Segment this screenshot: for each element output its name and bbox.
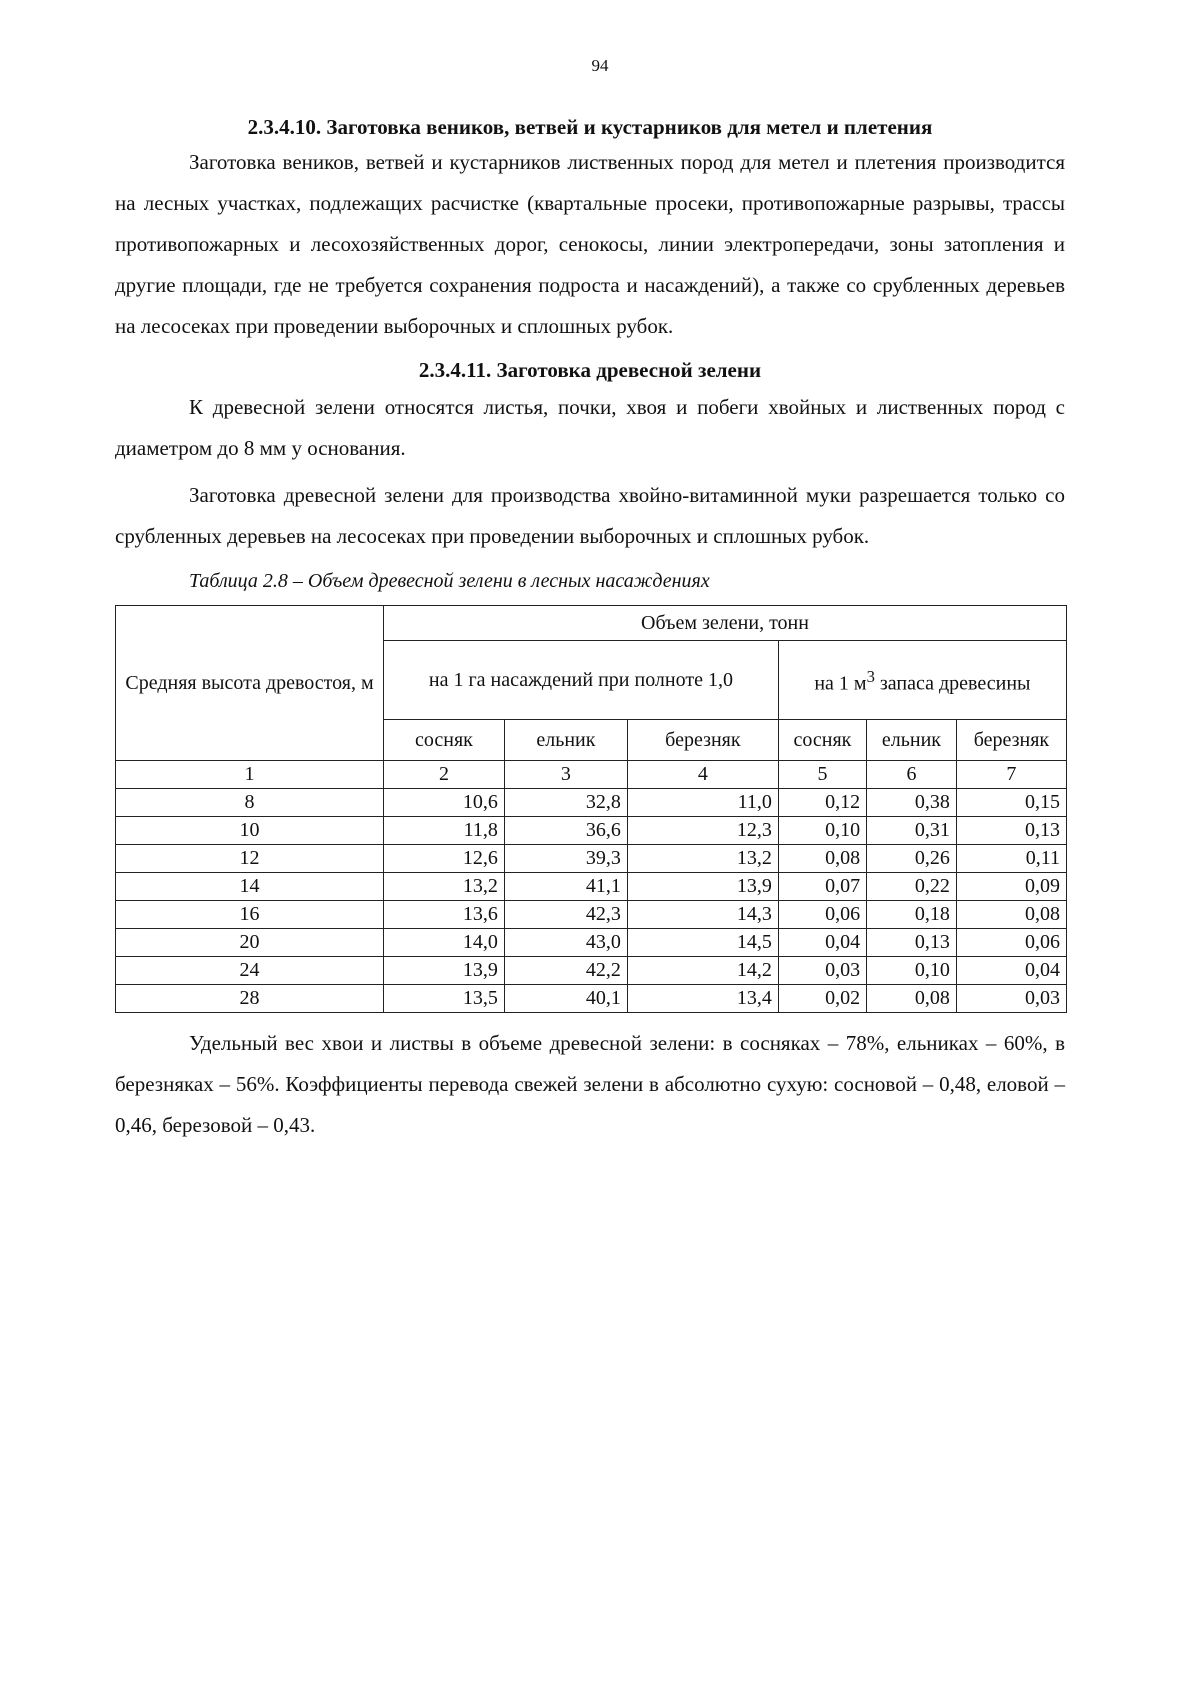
section1-paragraph: Заготовка веников, ветвей и кустарников лиственных пород для метел и плетения производится на лесных участках, подлежащих расчистке (квартальные просеки, противопожарные разрывы, трассы противопожарных и лесохозяйственных дорог, сенокосы, линии электропередачи, зоны затопления и другие площади, где не требуется сохранения подроста и насаждений), а также со срубленных деревьев на лесосеках при проведении выборочных и сплошных рубок. bbox=[115, 150, 1065, 338]
table-cell: 0,22 bbox=[867, 873, 957, 901]
table-cell: 10 bbox=[116, 817, 384, 845]
table-cell: 14,2 bbox=[627, 957, 778, 985]
table-cell: 8 bbox=[116, 789, 384, 817]
table-cell: 32,8 bbox=[504, 789, 627, 817]
table-cell: 12,3 bbox=[627, 817, 778, 845]
table-cell: 0,03 bbox=[956, 985, 1066, 1013]
table-cell: 0,08 bbox=[778, 845, 866, 873]
header-per-ha: на 1 га насаждений при полноте 1,0 bbox=[384, 641, 779, 720]
table-cell: 10,6 bbox=[384, 789, 505, 817]
page-number: 94 bbox=[591, 56, 609, 75]
table-cell: 0,02 bbox=[778, 985, 866, 1013]
table-row bbox=[116, 789, 1067, 817]
table-row bbox=[116, 873, 1067, 901]
table-cell: 0,13 bbox=[867, 929, 957, 957]
table-cell: 13,9 bbox=[384, 957, 505, 985]
table-cell: 0,06 bbox=[956, 929, 1066, 957]
table-cell: 14,3 bbox=[627, 901, 778, 929]
table-cell: 14,5 bbox=[627, 929, 778, 957]
table-cell: 0,09 bbox=[956, 873, 1066, 901]
table-cell: 24 bbox=[116, 957, 384, 985]
table-cell: 14 bbox=[116, 873, 384, 901]
table-cell: 12,6 bbox=[384, 845, 505, 873]
table-cell: 11,8 bbox=[384, 817, 505, 845]
table-cell: 39,3 bbox=[504, 845, 627, 873]
table-cell: 13,6 bbox=[384, 901, 505, 929]
table-cell: 16 bbox=[116, 901, 384, 929]
table-cell: 43,0 bbox=[504, 929, 627, 957]
table-caption: Таблица 2.8 – Объем древесной зелени в лесных насаждениях bbox=[189, 570, 710, 592]
table-row bbox=[116, 901, 1067, 929]
table-cell: 0,11 bbox=[956, 845, 1066, 873]
subheader-birch-ha: березняк bbox=[627, 720, 778, 761]
header-per-m3 bbox=[778, 641, 1066, 720]
column-number: 2 bbox=[384, 761, 505, 789]
table-cell: 0,04 bbox=[956, 957, 1066, 985]
column-number: 6 bbox=[867, 761, 957, 789]
column-number: 7 bbox=[956, 761, 1066, 789]
section2-paragraph-1: К древесной зелени относятся листья, почки, хвоя и побеги хвойных и лиственных пород с диаметром до 8 мм у основания. bbox=[115, 395, 1065, 460]
table-cell: 13,2 bbox=[627, 845, 778, 873]
table-cell: 0,31 bbox=[867, 817, 957, 845]
table-cell: 0,10 bbox=[778, 817, 866, 845]
table-cell: 0,03 bbox=[778, 957, 866, 985]
table-cell: 42,3 bbox=[504, 901, 627, 929]
table-cell: 13,2 bbox=[384, 873, 505, 901]
table-cell: 0,08 bbox=[956, 901, 1066, 929]
table-cell: 0,38 bbox=[867, 789, 957, 817]
greenery-volume-table bbox=[115, 605, 1067, 1013]
header-avg-height: Средняя высота древостоя, м bbox=[116, 606, 384, 761]
table-cell: 0,10 bbox=[867, 957, 957, 985]
table-cell: 0,08 bbox=[867, 985, 957, 1013]
table-cell: 0,06 bbox=[778, 901, 866, 929]
table-row bbox=[116, 957, 1067, 985]
table-cell: 0,15 bbox=[956, 789, 1066, 817]
document-body bbox=[115, 112, 1065, 1146]
subheader-birch-m3: березняк bbox=[956, 720, 1066, 761]
subheader-pine-m3: сосняк bbox=[778, 720, 866, 761]
closing-paragraph: Удельный вес хвои и листвы в объеме древесной зелени: в сосняках – 78%, ельниках – 60%, в березняках – 56%. Коэффициенты перевода свежей зелени в абсолютно сухую: сосновой – 0,48, еловой – 0,46, березовой – 0,43. bbox=[115, 1031, 1065, 1137]
header-per-m3-suffix: запаса древесины bbox=[874, 672, 1031, 695]
table-cell: 0,26 bbox=[867, 845, 957, 873]
table-cell: 28 bbox=[116, 985, 384, 1013]
subheader-pine-ha: сосняк bbox=[384, 720, 505, 761]
table-row bbox=[116, 845, 1067, 873]
table-cell: 0,07 bbox=[778, 873, 866, 901]
column-number-row bbox=[116, 761, 1067, 789]
column-number: 4 bbox=[627, 761, 778, 789]
table-row bbox=[116, 985, 1067, 1013]
table-cell: 0,12 bbox=[778, 789, 866, 817]
subheader-spruce-m3: ельник bbox=[867, 720, 957, 761]
section2-paragraph-2: Заготовка древесной зелени для производства хвойно-витаминной муки разрешается только со срубленных деревьев на лесосеках при проведении выборочных и сплошных рубок. bbox=[115, 483, 1065, 548]
table-cell: 11,0 bbox=[627, 789, 778, 817]
table-row bbox=[116, 817, 1067, 845]
subheader-spruce-ha: ельник bbox=[504, 720, 627, 761]
table-cell: 0,13 bbox=[956, 817, 1066, 845]
header-per-m3-prefix: на 1 м bbox=[814, 672, 867, 695]
column-number: 3 bbox=[504, 761, 627, 789]
column-number: 5 bbox=[778, 761, 866, 789]
table-cell: 40,1 bbox=[504, 985, 627, 1013]
table-cell: 0,18 bbox=[867, 901, 957, 929]
table-row bbox=[116, 929, 1067, 957]
table-cell: 12 bbox=[116, 845, 384, 873]
header-per-m3-sup: 3 bbox=[866, 666, 875, 686]
table-cell: 20 bbox=[116, 929, 384, 957]
table-cell: 41,1 bbox=[504, 873, 627, 901]
table-cell: 14,0 bbox=[384, 929, 505, 957]
section-heading-2-3-4-11: 2.3.4.11. Заготовка древесной зелени bbox=[418, 358, 762, 382]
column-number: 1 bbox=[116, 761, 384, 789]
table-cell: 13,4 bbox=[627, 985, 778, 1013]
table-cell: 42,2 bbox=[504, 957, 627, 985]
table-cell: 0,04 bbox=[778, 929, 866, 957]
table-cell: 36,6 bbox=[504, 817, 627, 845]
table-cell: 13,9 bbox=[627, 873, 778, 901]
table-cell: 13,5 bbox=[384, 985, 505, 1013]
section-heading-2-3-4-10: 2.3.4.10. Заготовка веников, ветвей и кустарников для метел и плетения bbox=[247, 115, 933, 139]
header-volume-group: Объем зелени, тонн bbox=[384, 606, 1067, 641]
